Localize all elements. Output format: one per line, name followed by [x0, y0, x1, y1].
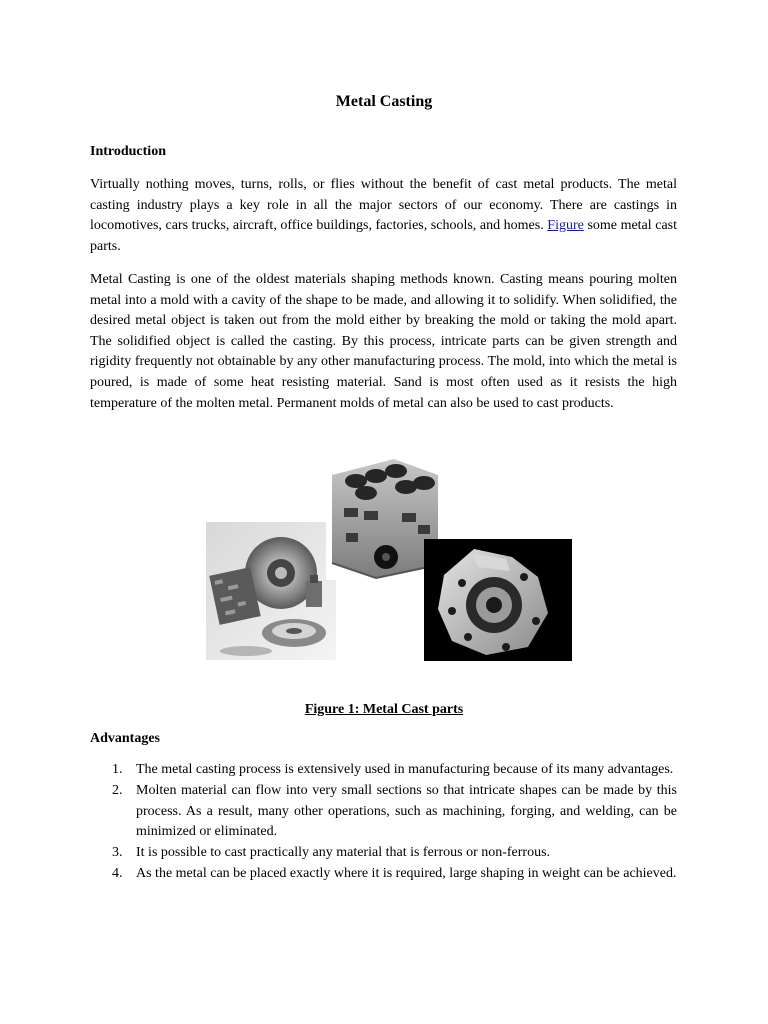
- figure-caption: Figure 1: Metal Cast parts: [304, 702, 464, 717]
- document-title: Metal Casting: [335, 93, 433, 110]
- advantages-heading: Advantages: [90, 731, 161, 746]
- list-item-text: The metal casting process is extensively used in manufacturing because of its many advantages.: [136, 762, 674, 777]
- list-item: [90, 843, 677, 864]
- intro-paragraph-2: Metal Casting is one of the oldest materials shaping methods known. Casting means pouring molten metal into a mold with a cavity of the shape to be made, and allowing it to solidify. When solidified, the desired metal object is taken out from the mold either by breaking the mold or taking the mold apart. The solidified object is called the casting. By this process, intricate parts can be given strength and rigidity frequently not obtainable by any other manufacturing process. The mold, into which the metal is poured, is made of some heat resisting material. Sand is most often used as it resists the high temperature of the molten metal. Permanent molds of metal can also be used to cast products.: [90, 272, 677, 411]
- figure-link[interactable]: Figure: [547, 218, 584, 234]
- list-item: [90, 781, 677, 843]
- list-item-text: Molten material can flow into very small sections so that intricate shapes can be made by this process. As a result, many other operations, such as machining, forging, and welding, can be minimized or eliminated.: [136, 782, 677, 840]
- brake-parts-photo: [206, 522, 336, 660]
- list-item-text: It is possible to cast practically any material that is ferrous or non-ferrous.: [136, 845, 551, 861]
- intro-paragraph-1-text: Virtually nothing moves, turns, rolls, or flies without the benefit of cast metal products. The metal casting industry plays a key role in all the major sectors of our economy. There are castings in locomotives, cars trucks, aircraft, office buildings, factories, schools, and homes.: [90, 177, 677, 234]
- list-item-number: 4.: [112, 865, 123, 881]
- advantages-list: [90, 760, 677, 885]
- introduction-heading: Introduction: [90, 144, 166, 159]
- list-item-number: 2.: [112, 782, 123, 798]
- list-item: [90, 864, 677, 885]
- list-item-text: As the metal can be placed exactly where it is required, large shaping in weight can be achieved.: [136, 865, 677, 881]
- metal-cast-parts-figure: [206, 453, 574, 663]
- gearbox-housing-photo: [424, 539, 572, 661]
- list-item: [90, 760, 677, 781]
- intro-paragraph-1: [90, 175, 677, 257]
- list-item-number: 1.: [112, 762, 123, 777]
- intro-paragraph-1-tail: some metal cast parts.: [90, 218, 677, 254]
- list-item-number: 3.: [112, 845, 123, 861]
